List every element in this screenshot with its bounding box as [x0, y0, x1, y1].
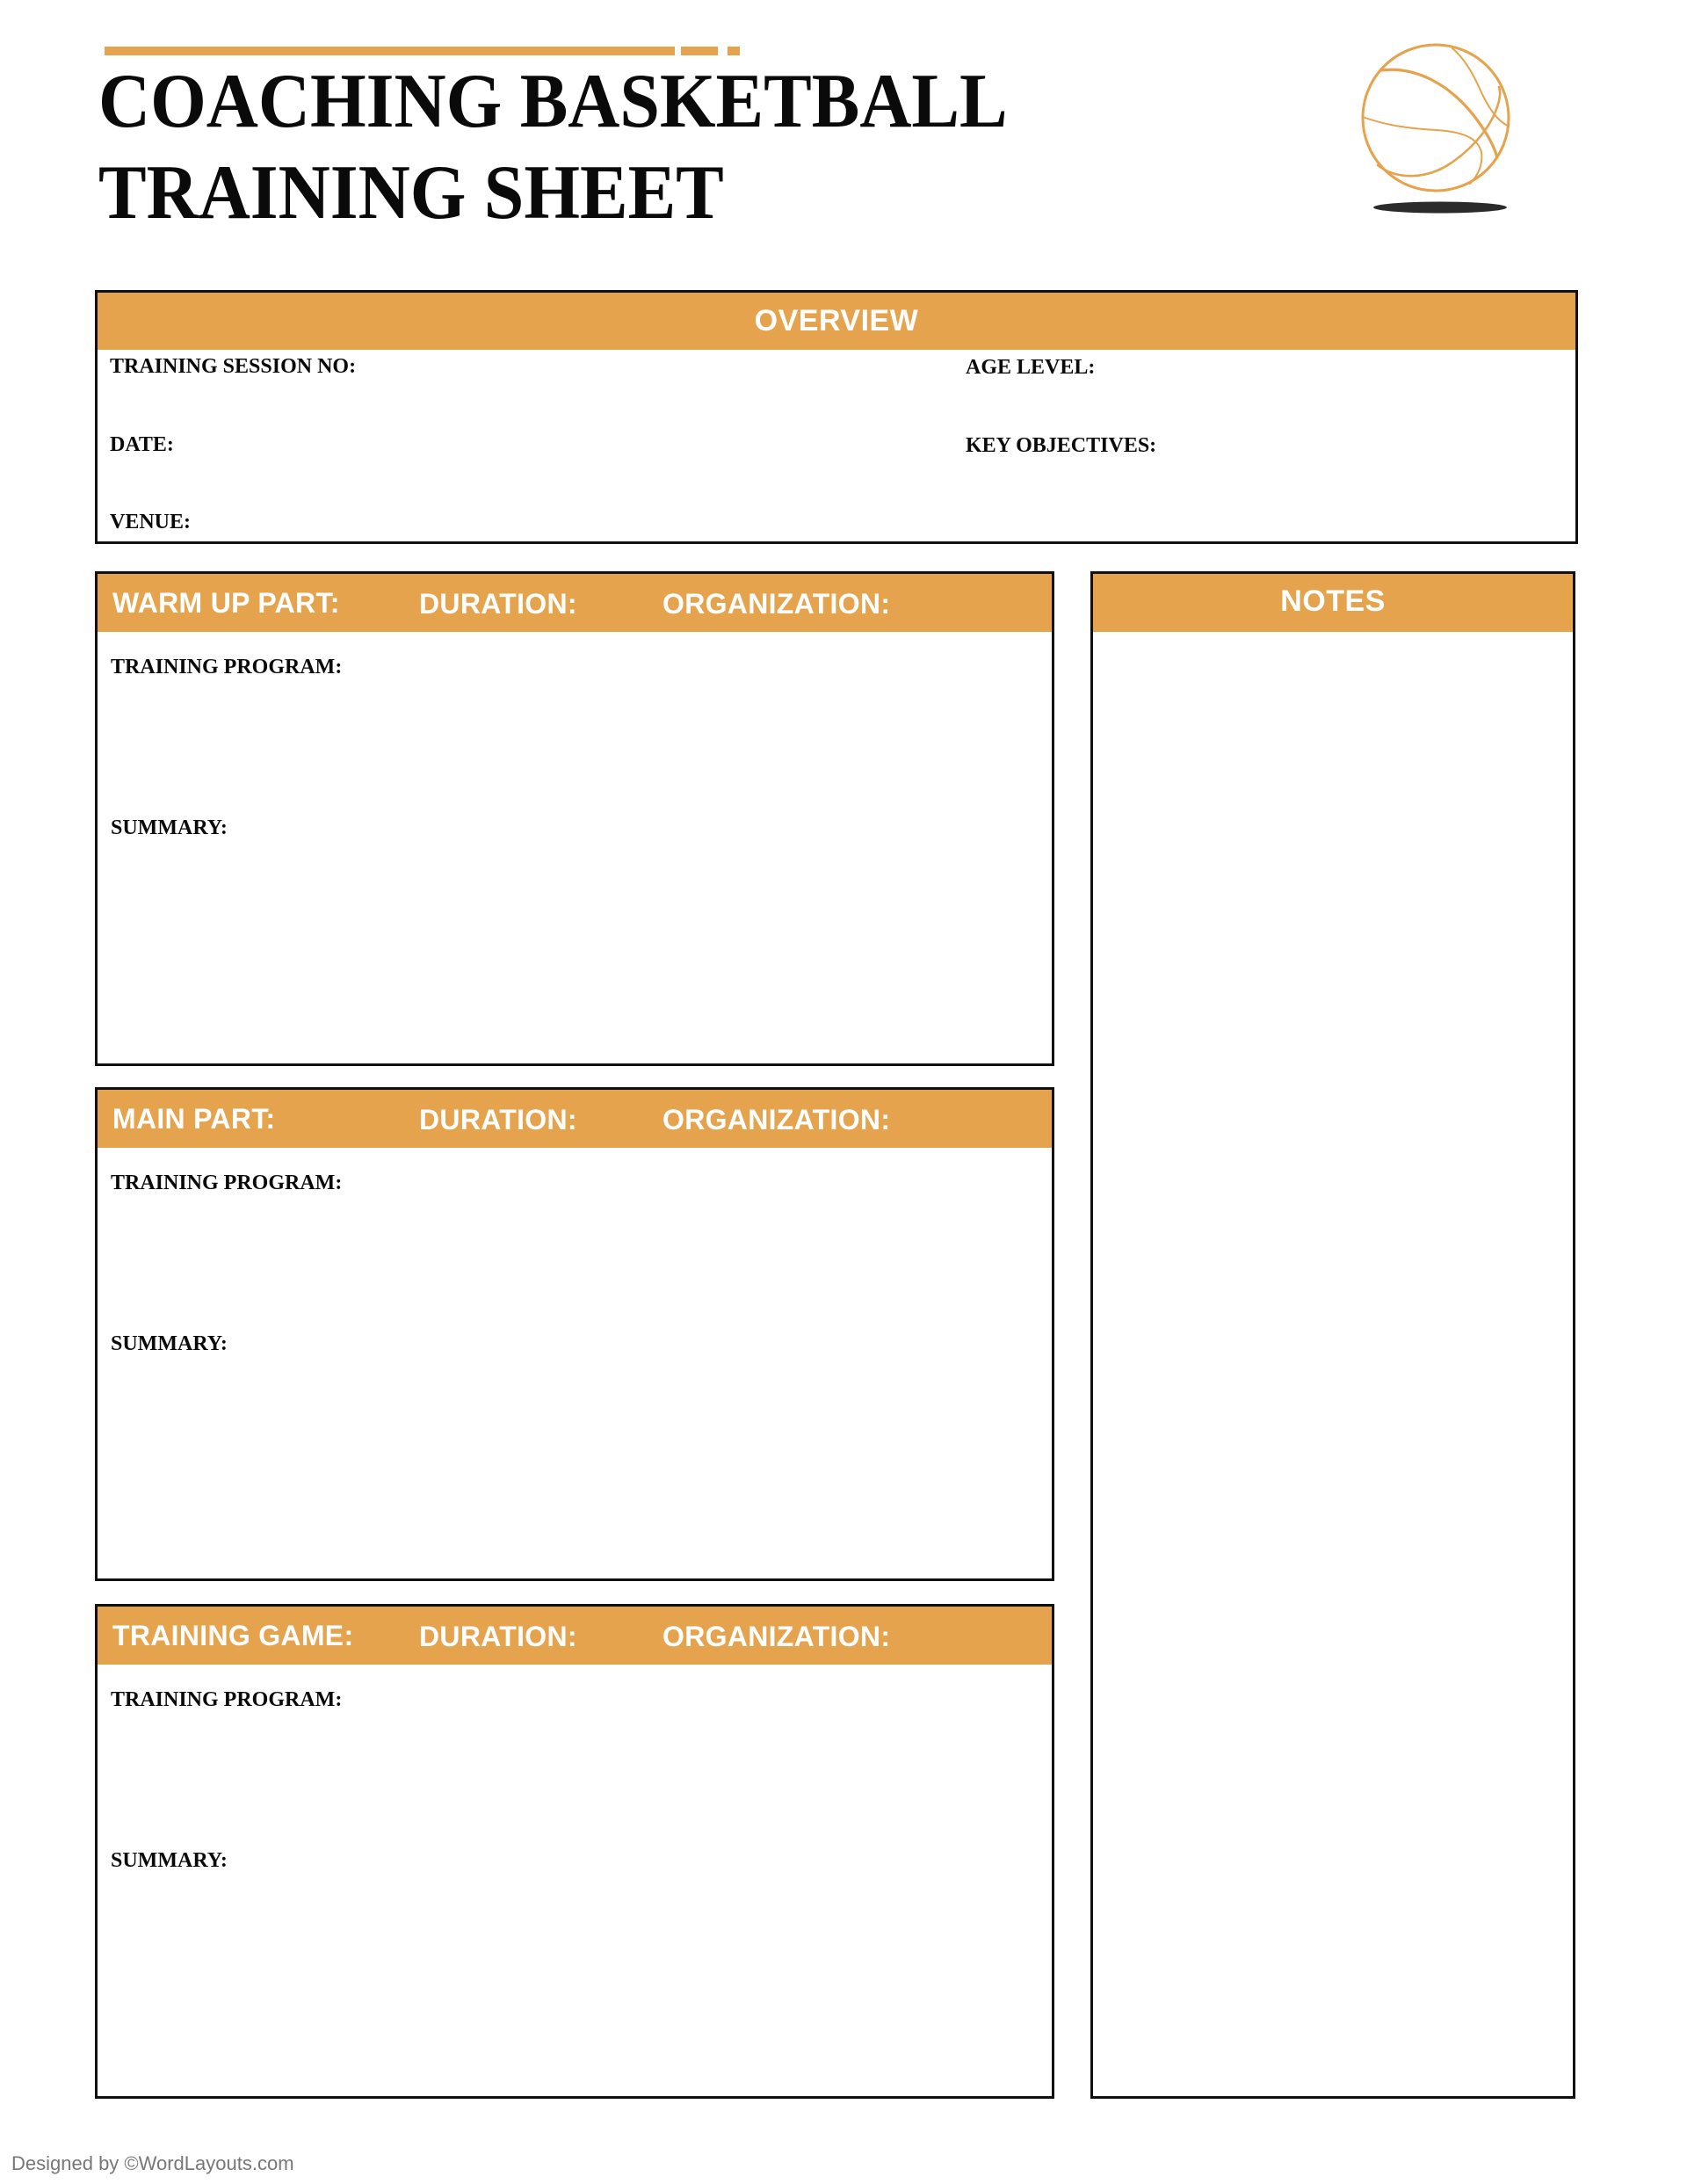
warm-up-organization-label: ORGANIZATION: [662, 588, 891, 620]
page-title-line-1: COACHING BASKETBALL [98, 59, 1008, 144]
key-objectives-field[interactable] [1152, 429, 1567, 534]
accent-bar-short [681, 47, 718, 55]
accent-bar-long [105, 47, 675, 55]
training-game-header [98, 1607, 1052, 1665]
ball-shadow [1373, 202, 1507, 214]
warm-up-duration-label: DURATION: [419, 588, 577, 620]
training-game-program-field[interactable] [106, 1716, 1043, 1848]
overview-title: OVERVIEW [754, 304, 919, 337]
main-part-section [95, 1087, 1054, 1581]
main-part-organization-label: ORGANIZATION: [662, 1104, 891, 1136]
main-part-title: MAIN PART: [112, 1103, 276, 1135]
notes-title: NOTES [1280, 584, 1386, 618]
age-level-label: AGE LEVEL: [966, 356, 1096, 379]
accent-bar-dot [728, 47, 740, 55]
training-game-summary-label: SUMMARY: [111, 1849, 228, 1872]
training-game-section [95, 1604, 1054, 2099]
warm-up-program-field[interactable] [106, 684, 1043, 816]
overview-header [98, 293, 1575, 350]
warm-up-program-label: TRAINING PROGRAM: [111, 656, 343, 678]
footer-credit: Designed by ©WordLayouts.com [11, 2152, 294, 2174]
warm-up-section [95, 571, 1054, 1066]
training-session-no-field[interactable] [379, 351, 925, 382]
notes-field[interactable] [1093, 635, 1573, 2093]
main-part-summary-label: SUMMARY: [111, 1332, 228, 1355]
notes-header [1093, 574, 1573, 632]
training-session-no-label: TRAINING SESSION NO: [110, 355, 357, 378]
warm-up-title: WARM UP PART: [112, 587, 340, 619]
key-objectives-label: KEY OBJECTIVES: [966, 434, 1157, 457]
date-field[interactable] [194, 429, 925, 461]
training-game-summary-field[interactable] [106, 1879, 1043, 2090]
training-game-organization-label: ORGANIZATION: [662, 1621, 891, 1652]
main-part-program-field[interactable] [106, 1200, 1043, 1331]
training-game-program-label: TRAINING PROGRAM: [111, 1688, 343, 1711]
main-part-duration-label: DURATION: [419, 1104, 577, 1136]
training-game-duration-label: DURATION: [419, 1621, 577, 1652]
basketball-icon [1353, 40, 1520, 220]
warm-up-summary-label: SUMMARY: [111, 816, 228, 839]
notes-section [1090, 571, 1575, 2099]
main-part-program-label: TRAINING PROGRAM: [111, 1172, 343, 1194]
warm-up-summary-field[interactable] [106, 846, 1043, 1057]
venue-field[interactable] [203, 506, 925, 538]
training-game-title: TRAINING GAME: [112, 1620, 354, 1651]
age-level-field[interactable] [1090, 351, 1567, 382]
overview-section [95, 290, 1578, 544]
main-part-header [98, 1090, 1052, 1148]
page-title-line-2: TRAINING SHEET [98, 150, 724, 236]
date-label: DATE: [110, 433, 174, 456]
warm-up-header [98, 574, 1052, 632]
venue-label: VENUE: [110, 511, 192, 533]
main-part-summary-field[interactable] [106, 1362, 1043, 1573]
